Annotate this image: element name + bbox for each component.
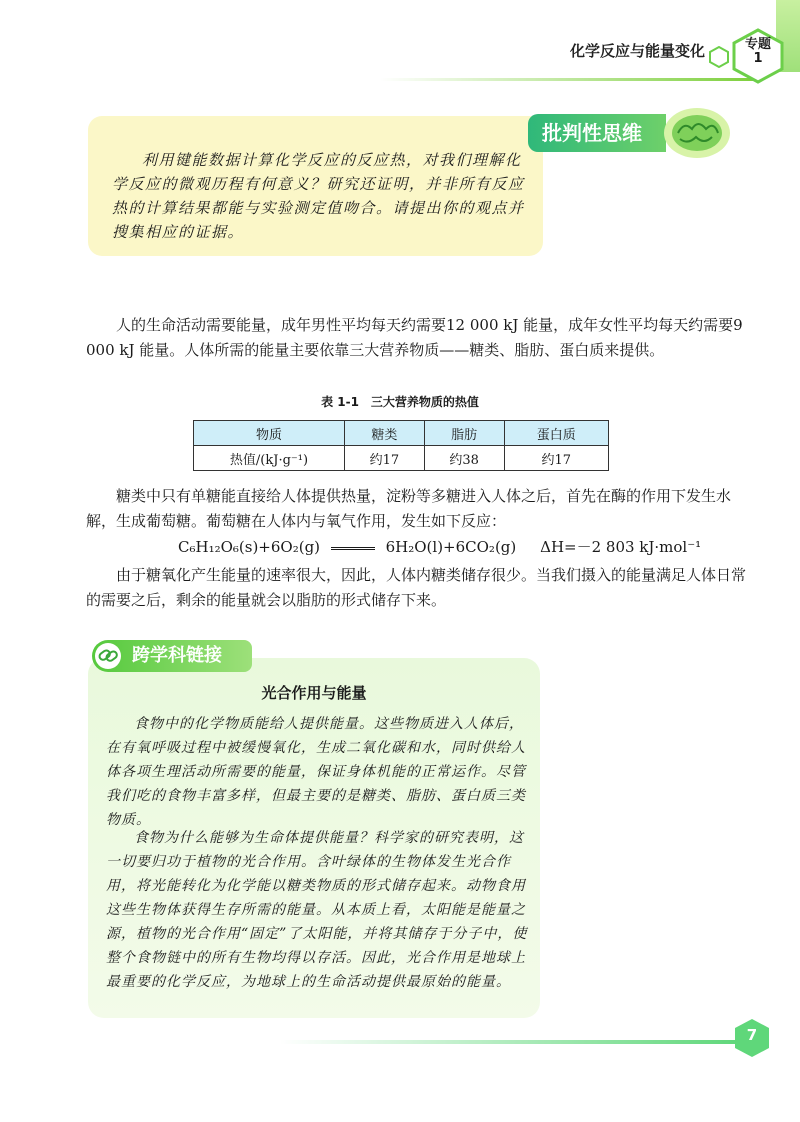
hexagon-icon: [708, 46, 730, 68]
page-number: 7: [746, 1026, 758, 1044]
body-paragraph-2: 糖类中只有单糖能直接给人体提供热量，淀粉等多糖进入人体之后，首先在酶的作用下发生水解，生成葡萄糖。葡萄糖在人体内与氧气作用，发生如下反应：: [86, 487, 732, 530]
footer-line: [280, 1040, 740, 1044]
brain-icon: [662, 106, 732, 160]
cross-link-title: 光合作用与能量: [261, 684, 367, 702]
cross-link-paragraph-2: 食物为什么能够为生命体提供能量？科学家的研究表明，这一切要归功于植物的光合作用。含叶绿体的生物体发生光合作用，将光能转化为化学能以糖类物质的形式储存起来。动物食用这些生物体获得生存所需的能量。从本质上看，太阳能是能量之源，植物的光合作用“固定”了太阳能，并将其储存于分子中，使整个食物链中的所有生物均得以存活。因此，光合作用是地球上最重要的化学反应，为地球上的生命活动提供最原始的能量。: [106, 830, 528, 990]
body-paragraph-1: 人的生命活动需要能量，成年男性平均每天约需要12 000 kJ 能量，成年女性平均每天约需要9 000 kJ 能量。人体所需的能量主要依靠三大营养物质——糖类、脂肪、蛋白质来提供。: [86, 316, 743, 359]
table-header-row: [194, 421, 609, 446]
table-cell: 约17: [504, 446, 609, 471]
table-caption: 表 1-1 三大营养物质的热值: [321, 395, 479, 409]
cross-link-label: 跨学科链接: [92, 640, 252, 672]
badge-label: 专题: [744, 37, 771, 52]
equation-products: 6H₂O(l)+6CO₂(g): [385, 538, 517, 556]
critical-thinking-label: 批判性思维: [528, 114, 666, 152]
chain-link-icon: [94, 642, 122, 670]
table-header-cell: 物质: [194, 421, 345, 446]
equation-reactants: C₆H₁₂O₆(s)+6O₂(g): [178, 538, 321, 556]
table-row-label: 热值/(kJ·g⁻¹): [194, 446, 345, 471]
chapter-badge: [730, 38, 786, 66]
equation-enthalpy: ΔH=－2 803 kJ·mol⁻¹: [540, 538, 702, 556]
table-cell: 约38: [424, 446, 504, 471]
critical-thinking-text: 利用键能数据计算化学反应的反应热，对我们理解化学反应的微观历程有何意义？研究还证明，并非所有反应热的计算结果都能与实验测定值吻合。请提出你的观点并搜集相应的证据。: [112, 151, 525, 241]
table-row: [194, 446, 609, 471]
header-line: [380, 78, 760, 81]
table-header-cell: 蛋白质: [504, 421, 609, 446]
table-cell: 约17: [345, 446, 425, 471]
heat-value-table: [193, 420, 609, 471]
table-header-cell: 脂肪: [424, 421, 504, 446]
chapter-title: 化学反应与能量变化: [569, 42, 705, 60]
chemical-equation: [178, 536, 738, 558]
badge-number: 1: [753, 51, 763, 66]
table-header-cell: 糖类: [345, 421, 425, 446]
body-paragraph-3: 由于糖氧化产生能量的速率很大，因此，人体内糖类储存很少。当我们摄入的能量满足人体日常的需要之后，剩余的能量就会以脂肪的形式储存下来。: [86, 566, 747, 609]
cross-link-paragraph-1: 食物中的化学物质能给人提供能量。这些物质进入人体后，在有氧呼吸过程中被缓慢氧化，生成二氧化碳和水，同时供给人体各项生理活动所需要的能量，保证身体机能的正常运作。尽管我们吃的食物丰富多样，但最主要的是糖类、脂肪、蛋白质三类物质。: [106, 716, 526, 828]
equals-sign: [331, 547, 375, 550]
